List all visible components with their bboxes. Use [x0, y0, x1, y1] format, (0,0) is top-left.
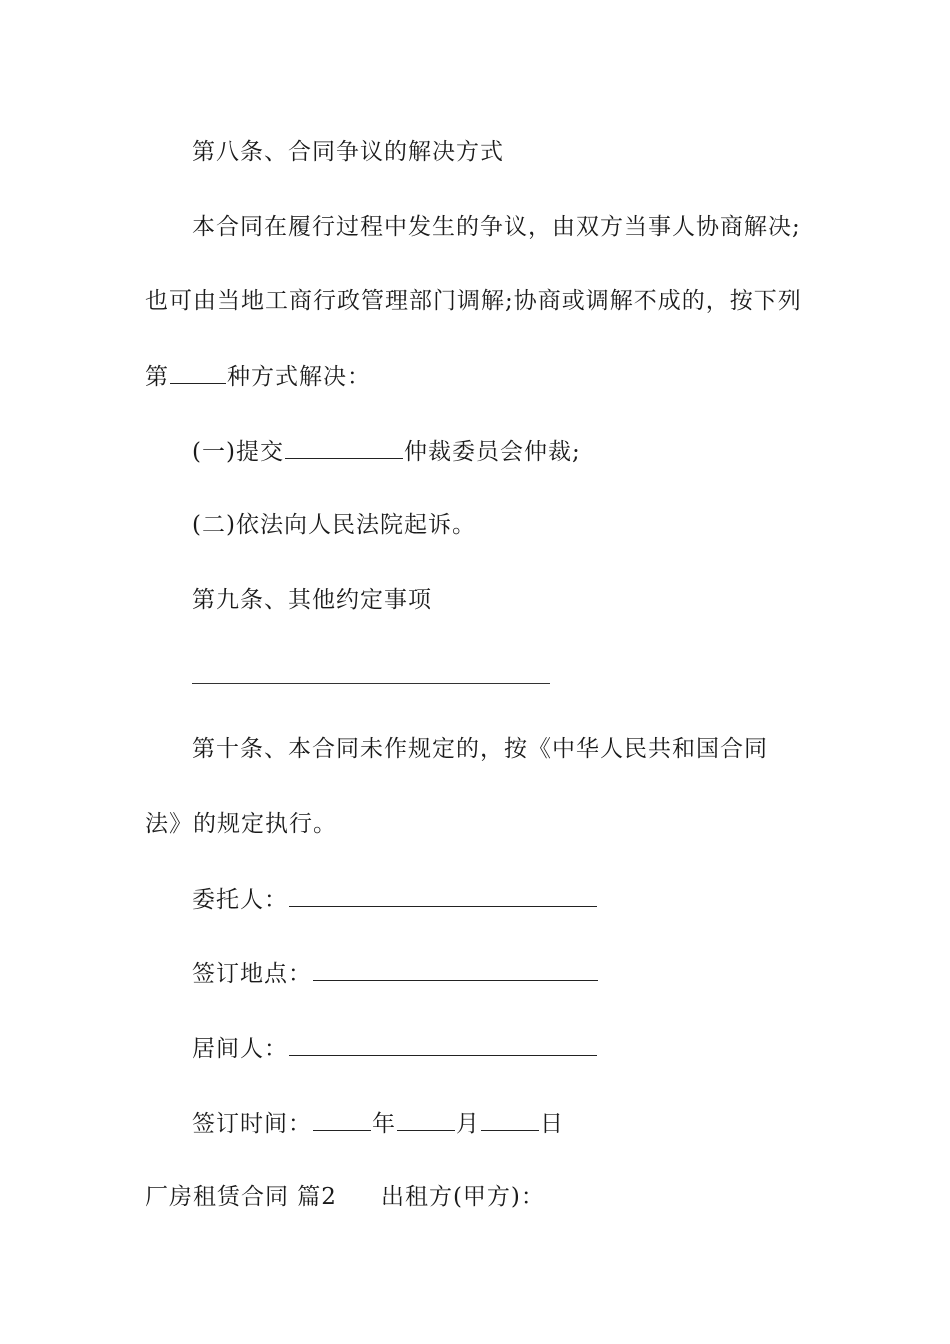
- consignor-blank: [289, 884, 597, 907]
- option-1-suffix: 仲裁委员会仲裁;: [403, 439, 581, 465]
- article10-line1: [192, 734, 768, 764]
- article8-p3-prefix: 第: [145, 364, 169, 390]
- year-label: 年: [372, 1111, 396, 1137]
- other-matters-blank-line: [192, 683, 550, 684]
- day-label: 日: [540, 1111, 564, 1137]
- sign-place-label: 签订地点：: [192, 961, 312, 987]
- article8-title: [192, 137, 504, 167]
- option-1: [192, 436, 581, 467]
- day-blank: [481, 1108, 539, 1131]
- sign-time-field: [192, 1108, 564, 1139]
- option-1-prefix: (一)提交: [192, 439, 284, 465]
- consignor-field: [192, 884, 598, 915]
- article9-title: [192, 585, 432, 615]
- article8-title-text: 第八条、合同争议的解决方式: [192, 139, 504, 165]
- article8-paragraph-line2: [145, 286, 802, 316]
- article10-p2-text: 法》的规定执行。: [145, 811, 337, 837]
- next-contract-heading: [145, 1182, 545, 1212]
- intermediary-label: 居间人：: [192, 1036, 288, 1062]
- arbitration-committee-blank: [285, 436, 403, 459]
- article10-p1-text: 第十条、本合同未作规定的，按《中华人民共和国合同: [192, 736, 768, 762]
- lessor-label: 出租方(甲方)：: [380, 1184, 545, 1210]
- article10-line2: [145, 809, 337, 839]
- article9-title-text: 第九条、其他约定事项: [192, 587, 432, 613]
- year-blank: [313, 1108, 371, 1131]
- sign-time-label: 签订时间：: [192, 1111, 312, 1137]
- sign-place-blank: [313, 958, 598, 981]
- month-blank: [397, 1108, 455, 1131]
- article8-p1-text: 本合同在履行过程中发生的争议，由双方当事人协商解决;: [192, 214, 801, 240]
- option-2: [192, 510, 476, 540]
- intermediary-blank: [289, 1033, 597, 1056]
- article8-paragraph-line3: [145, 361, 371, 392]
- article8-paragraph-line1: [192, 212, 801, 242]
- article8-p2-text: 也可由当地工商行政管理部门调解;协商或调解不成的，按下列: [145, 288, 802, 314]
- intermediary-field: [192, 1033, 598, 1064]
- next-contract-title: 厂房租赁合同 篇2: [145, 1184, 337, 1210]
- option-2-text: (二)依法向人民法院起诉。: [192, 512, 476, 538]
- method-number-blank: [170, 361, 226, 384]
- article8-p3-suffix: 种方式解决：: [227, 364, 371, 390]
- month-label: 月: [456, 1111, 480, 1137]
- consignor-label: 委托人：: [192, 887, 288, 913]
- sign-place-field: [192, 958, 599, 989]
